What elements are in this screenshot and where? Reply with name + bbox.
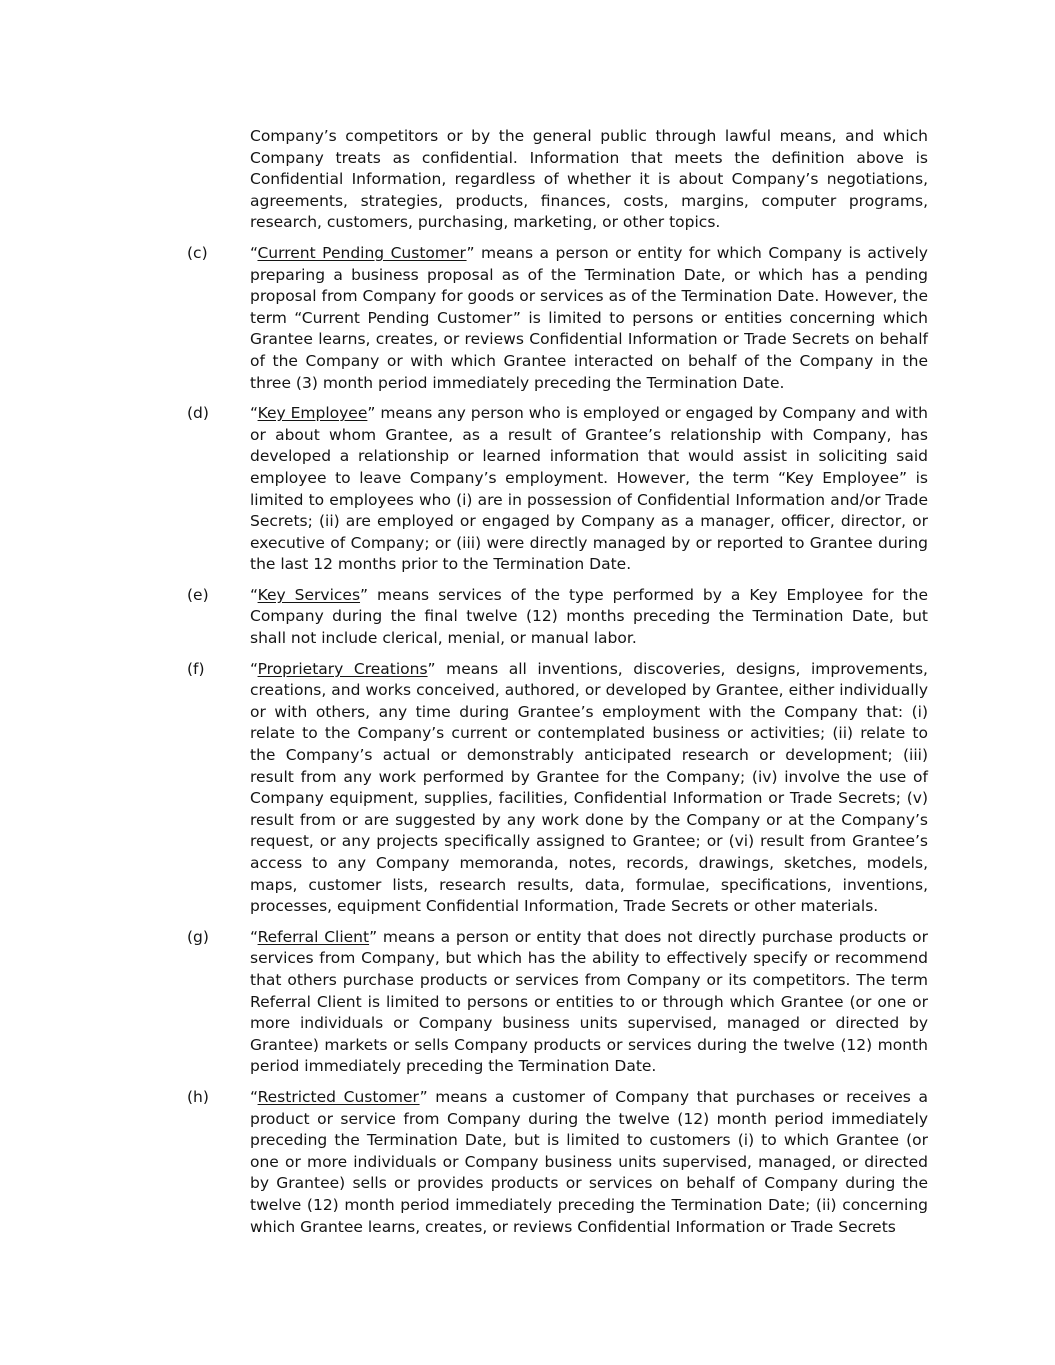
definition-label: (g): [187, 927, 209, 946]
definition-label: (f): [187, 659, 205, 678]
definition-term: Key Services: [257, 585, 361, 604]
definition-text: “Key Employee” means any person who is employed or engaged by Company and with or about whom Grantee, as a result of Grantee’s relationship with Company, has developed a relationship or learned information that would assist in soliciting said employee to leave Company’s employment. However, the term “Key Employee” is limited to employees who (i) are in possession of Confidential Information and/or Trade Secrets; (ii) are employed or engaged by Company as a manager, officer, director, or executive of Company; or (iii) were directly managed by or reported to Grantee during the last 12 months prior to the Termination Date.: [250, 404, 928, 574]
definition-term: Referral Client: [257, 927, 370, 946]
definition-item: [187, 659, 928, 918]
definition-text: “Current Pending Customer” means a person or entity for which Company is actively preparing a business proposal as of the Termination Date, or which has a pending proposal from Company for goods or services as of the Termination Date. However, the term “Current Pending Customer” is limited to persons or entities concerning which Grantee learns, creates, or reviews Confidential Information or Trade Secrets on behalf of the Company or with which Grantee interacted on behalf of the Company in the three (3) month period immediately preceding the Termination Date.: [250, 243, 928, 392]
definition-term: Restricted Customer: [257, 1087, 420, 1106]
definition-text: “Key Services” means services of the type performed by a Key Employee for the Company during the final twelve (12) months preceding the Termination Date, but shall not include clerical, menial, or manual labor.: [250, 585, 928, 648]
definition-label: (d): [187, 404, 209, 423]
definition-label: (c): [187, 243, 208, 262]
definition-item: [187, 243, 928, 394]
definition-item: [187, 927, 928, 1078]
definition-text: “Restricted Customer” means a customer of Company that purchases or receives a product or service from Company during the twelve (12) month period immediately preceding the Termination Date, but is limited to customers (i) to which Grantee (or one or more individuals or Company business units supervised, managed, or directed by Grantee) sells or provides products or services on behalf of Company during the twelve (12) month period immediately preceding the Termination Date; (ii) concerning which Grantee learns, creates, or reviews Confidential Information or Trade Secrets: [250, 1087, 928, 1236]
definition-item: [187, 585, 928, 650]
definitions-list: [187, 243, 928, 1238]
definition-item: [187, 1087, 928, 1238]
intro-paragraph: Company’s competitors or by the general public through lawful means, and which Company treats as confidential. Information that meets the definition above is Confidential Information, regardless of whether it is about Company’s negotiations, agreements, strategies, products, finances, costs, margins, computer programs, research, customers, purchasing, marketing, or other topics.: [250, 127, 928, 232]
definition-term: Key Employee: [257, 404, 368, 423]
definition-term: Proprietary Creations: [257, 659, 428, 678]
definition-text: “Referral Client” means a person or entity that does not directly purchase products or services from Company, but which has the ability to effectively specify or recommend that others purchase products or services from Company or its competitors. The term Referral Client is limited to persons or entities to or through which Grantee (or one or more individuals or Company business units supervised, managed or directed by Grantee) markets or sells Company products or services during the twelve (12) month period immediately preceding the Termination Date.: [250, 927, 928, 1076]
definition-label: (h): [187, 1087, 209, 1106]
definition-term: Current Pending Customer: [257, 243, 467, 262]
definition-text: “Proprietary Creations” means all inventions, discoveries, designs, improvements, creations, and works conceived, authored, or developed by Grantee, either individually or with others, any time during Grantee’s employment with the Company that: (i) relate to the Company’s current or contemplated business or activities; (ii) relate to the Company’s actual or demonstrably anticipated research or development; (iii) result from any work performed by Grantee for the Company; (iv) involve the use of Company equipment, supplies, facilities, Confidential Information or Trade Secrets; (v) result from or are suggested by any work done by the Company or at the Company’s request, or any projects specifically assigned to Grantee; or (vi) result from Grantee’s access to any Company memoranda, notes, records, drawings, sketches, models, maps, customer lists, research results, data, formulae, specifications, inventions, processes, equipment Confidential Information, Trade Secrets or other materials.: [250, 659, 928, 916]
definition-label: (e): [187, 585, 209, 604]
definition-item: [187, 403, 928, 576]
